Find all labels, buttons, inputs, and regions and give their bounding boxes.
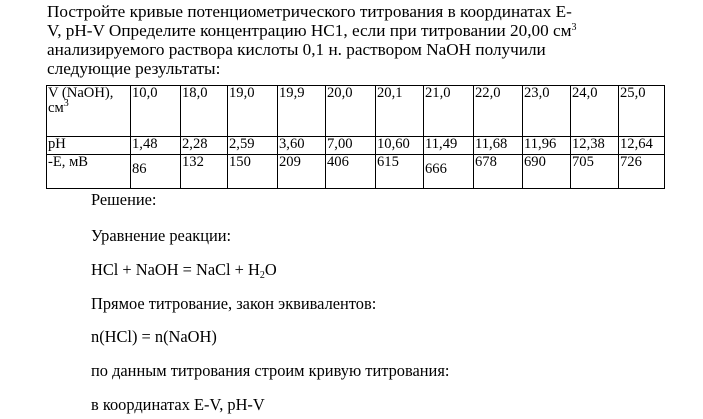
emf-cell: 132: [181, 155, 228, 189]
emf-cell: 678: [474, 155, 523, 189]
ph-row: [47, 137, 665, 155]
emf-cell: 406: [326, 155, 376, 189]
ph-cell: 2,59: [228, 137, 278, 155]
volume-header-cell: [47, 86, 131, 137]
emf-cell: 615: [376, 155, 424, 189]
volume-cell: 23,0: [523, 86, 571, 137]
problem-text: V, pH-V Определите концентрацию HC1, если при титровании 20,00 см: [47, 21, 572, 40]
reaction-equation: [91, 261, 277, 279]
ph-cell: 1,48: [131, 137, 181, 155]
solution-heading: Решение:: [91, 190, 157, 209]
problem-line: следующие результаты:: [47, 59, 221, 78]
volume-cell: 24,0: [571, 86, 619, 137]
emf-cell: 150: [228, 155, 278, 189]
problem-statement: [47, 2, 697, 78]
volume-cell: 25,0: [619, 86, 665, 137]
subscript: 2: [259, 270, 265, 281]
ph-cell: 11,96: [523, 137, 571, 155]
volume-unit: см: [48, 100, 64, 116]
reaction-label: Уравнение реакции:: [91, 226, 232, 245]
equation-text: HCl + NaOH = NaCl + H: [91, 260, 260, 279]
emf-cell: 666: [424, 155, 474, 189]
coordinates-text: в координатах E-V, pH-V: [91, 395, 265, 414]
ph-cell: 12,64: [619, 137, 665, 155]
emf-header: -E, мВ: [47, 155, 131, 189]
volume-cell: 19,0: [228, 86, 278, 137]
problem-line: [47, 21, 697, 40]
ph-cell: 7,00: [326, 137, 376, 155]
ph-cell: 12,38: [571, 137, 619, 155]
volume-cell: 22,0: [474, 86, 523, 137]
ph-cell: 2,28: [181, 137, 228, 155]
curve-build-text: по данным титрования строим кривую титрования:: [91, 361, 450, 380]
volume-cell: 20,1: [376, 86, 424, 137]
ph-cell: 3,60: [278, 137, 326, 155]
equivalence-equation: n(HCl) = n(NaOH): [91, 327, 217, 346]
volume-cell: 10,0: [131, 86, 181, 137]
ph-cell: 11,68: [474, 137, 523, 155]
superscript: 3: [571, 22, 577, 33]
ph-cell: 10,60: [376, 137, 424, 155]
ph-header: pH: [47, 137, 131, 155]
emf-row: [47, 155, 665, 189]
volume-cell: 19,9: [278, 86, 326, 137]
direct-titration-text: Прямое титрование, закон эквивалентов:: [91, 294, 377, 313]
emf-cell: 705: [571, 155, 619, 189]
problem-line: анализируемого раствора кислоты 0,1 н. раствором NaOH получили: [47, 40, 546, 59]
volume-row: [47, 86, 665, 137]
titration-data-table: [46, 85, 665, 189]
volume-cell: 20,0: [326, 86, 376, 137]
volume-header: V (NaOH),: [48, 85, 114, 101]
emf-cell: 690: [523, 155, 571, 189]
superscript: 3: [63, 98, 69, 109]
problem-line: Постройте кривые потенциометрического титрования в координатах E-: [47, 2, 572, 21]
emf-cell: 726: [619, 155, 665, 189]
emf-cell: 86: [131, 155, 181, 189]
equation-text: O: [264, 260, 277, 279]
emf-cell: 209: [278, 155, 326, 189]
volume-cell: 18,0: [181, 86, 228, 137]
volume-cell: 21,0: [424, 86, 474, 137]
ph-cell: 11,49: [424, 137, 474, 155]
